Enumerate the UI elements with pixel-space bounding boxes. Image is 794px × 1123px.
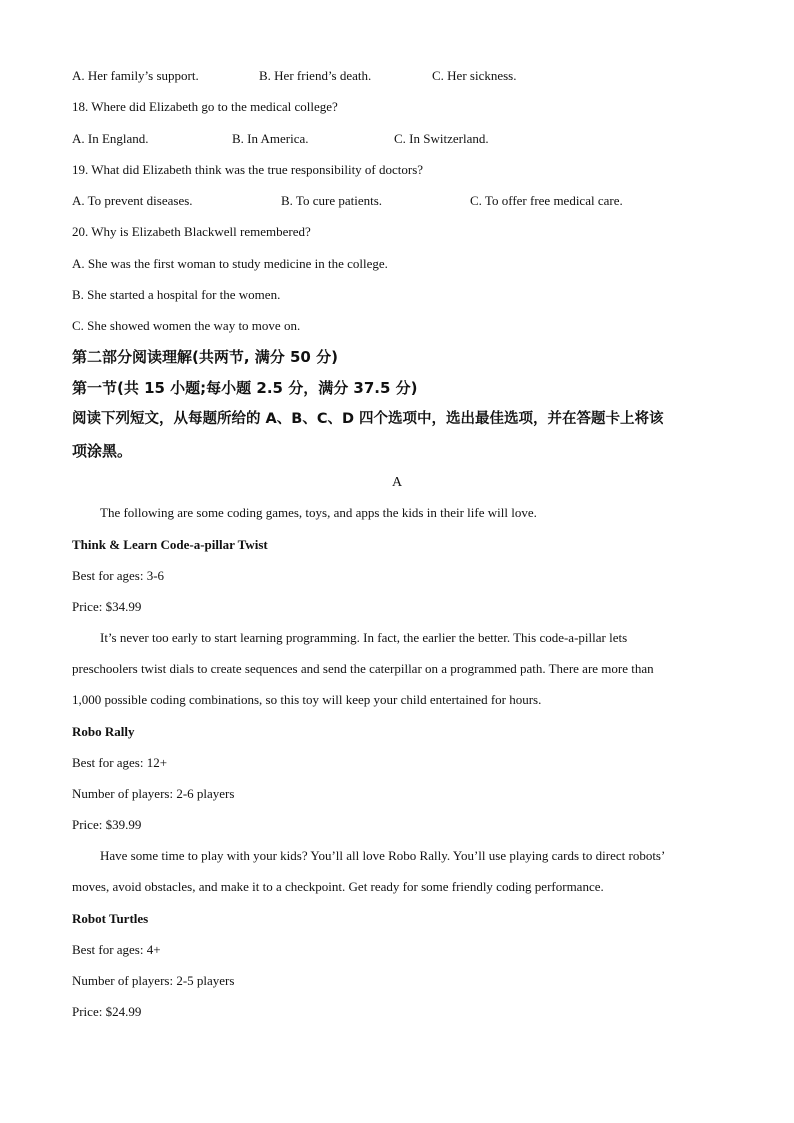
q17-option-b: B. Her friend’s death. <box>259 68 372 83</box>
item2-price: Price: $39.99 <box>72 817 142 832</box>
item2-title: Robo Rally <box>72 724 135 739</box>
section1-heading: 第一节(共 15 小题;每小题 2.5 分，满分 37.5 分) <box>72 379 418 397</box>
item3-ages: Best for ages: 4+ <box>72 942 161 957</box>
item1-ages: Best for ages: 3-6 <box>72 568 165 583</box>
q19-stem: 19. What did Elizabeth think was the true responsibility of doctors? <box>72 162 424 177</box>
part2-heading: 第二部分阅读理解(共两节, 满分 50 分) <box>72 348 338 366</box>
item2-desc-line1: Have some time to play with your kids? You’ll all love Robo Rally. You’ll use playing cards to direct robots’ <box>100 848 666 863</box>
item1-desc-line2: preschoolers twist dials to create sequences and send the caterpillar on a programmed path. There are more than <box>72 661 654 676</box>
q18-option-c: C. In Switzerland. <box>394 131 489 146</box>
q19-option-b: B. To cure patients. <box>281 193 383 208</box>
q20-option-c: C. She showed women the way to move on. <box>72 318 301 333</box>
q20-stem: 20. Why is Elizabeth Blackwell remembered? <box>72 224 311 239</box>
item1-desc-line3: 1,000 possible coding combinations, so this toy will keep your child entertained for hours. <box>72 692 542 707</box>
item1-price: Price: $34.99 <box>72 599 142 614</box>
q17-option-c: C. Her sickness. <box>432 68 517 83</box>
instruction-line2: 项涂黑。 <box>72 442 133 460</box>
q18-option-a: A. In England. <box>72 131 149 146</box>
item2-ages: Best for ages: 12+ <box>72 755 168 770</box>
item3-price: Price: $24.99 <box>72 1004 142 1019</box>
item2-players: Number of players: 2-6 players <box>72 786 235 801</box>
item3-title: Robot Turtles <box>72 911 149 926</box>
item3-players: Number of players: 2-5 players <box>72 973 235 988</box>
passage-letter: A <box>391 475 403 490</box>
item1-desc-line1: It’s never too early to start learning programming. In fact, the earlier the better. This code-a-pillar lets <box>100 630 628 645</box>
item2-desc-line2: moves, avoid obstacles, and make it to a checkpoint. Get ready for some friendly coding performance. <box>72 879 604 894</box>
instruction-line1: 阅读下列短文，从每题所给的 A、B、C、D 四个选项中，选出最佳选项，并在答题卡上将该 <box>72 411 664 427</box>
q19-option-c: C. To offer free medical care. <box>470 193 623 208</box>
q18-stem: 18. Where did Elizabeth go to the medical college? <box>72 99 338 114</box>
q17-option-a: A. Her family’s support. <box>72 68 199 83</box>
q19-option-a: A. To prevent diseases. <box>72 193 193 208</box>
item1-title: Think & Learn Code-a-pillar Twist <box>72 537 268 552</box>
q20-option-b: B. She started a hospital for the women. <box>72 287 281 302</box>
passage-intro: The following are some coding games, toys, and apps the kids in their life will love. <box>100 505 537 520</box>
q20-option-a: A. She was the first woman to study medicine in the college. <box>72 256 388 271</box>
q18-option-b: B. In America. <box>232 131 309 146</box>
